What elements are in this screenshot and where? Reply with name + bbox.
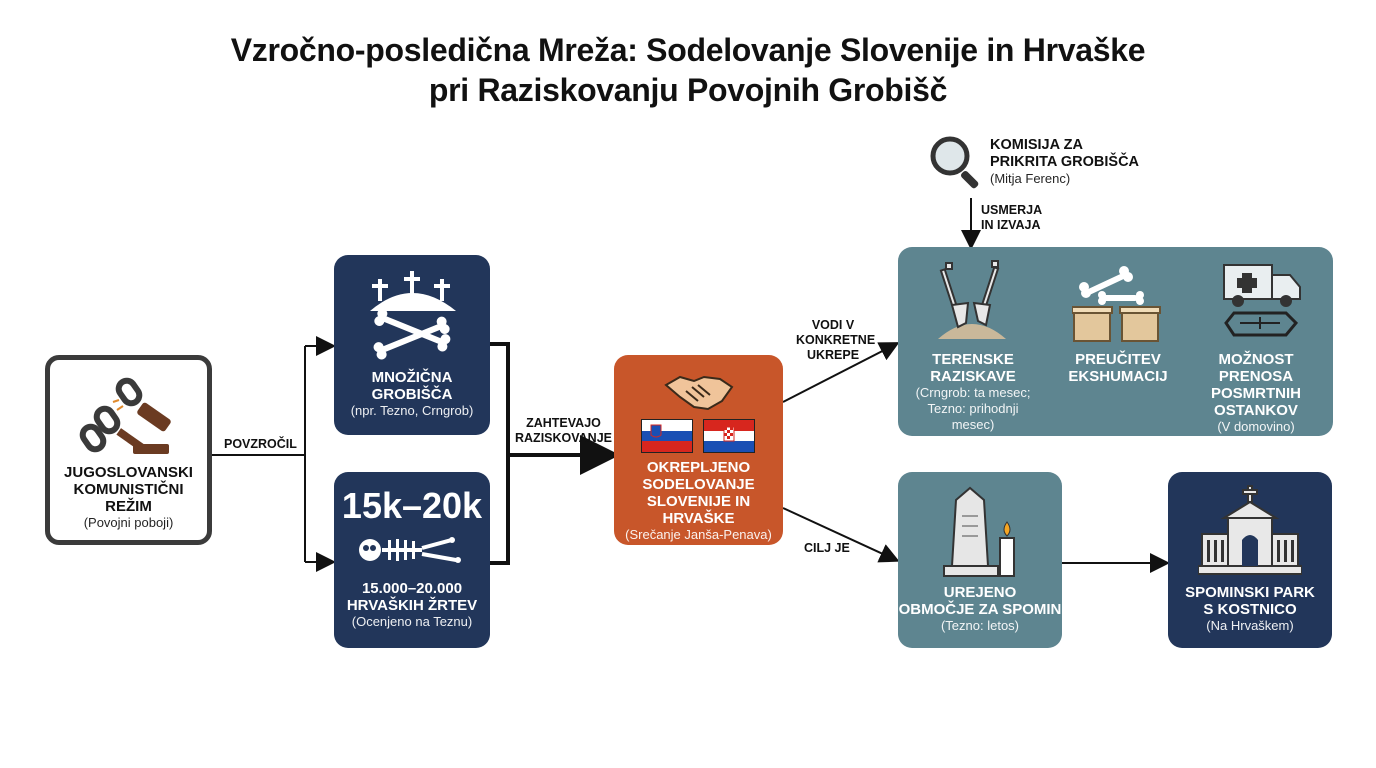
mass-graves-line-2: GROBIŠČA <box>371 386 453 403</box>
memorial-area-line-2: OBMOČJE ZA SPOMIN <box>898 601 1062 618</box>
bone-boxes-icon <box>1072 263 1162 343</box>
mass-graves-line-1: MNOŽIČNA <box>371 369 453 386</box>
croatia-flag-icon <box>703 419 755 453</box>
cooperation-line-3: SLOVENIJE IN HRVAŠKE <box>646 493 751 527</box>
node-action-group <box>898 247 1333 436</box>
exhumation-line-2: EKSHUMACIJ <box>1068 368 1168 385</box>
field-research-line-1: TERENSKE <box>932 351 1014 368</box>
victims-big-number: 15k–20k <box>341 485 483 526</box>
node-memorial-park <box>1168 472 1332 648</box>
regime-line-2: KOMUNISTIČNI <box>73 481 184 498</box>
edge-label-leads-3: UKREPE <box>806 348 860 362</box>
edge-label-require <box>515 416 612 446</box>
edge-label-leads-1: VODI V <box>811 318 855 332</box>
cooperation-sub: (Srečanje Janša-Penava) <box>625 527 772 542</box>
mass-graves-sub: (npr. Tezno, Crngrob) <box>350 403 474 418</box>
edge-label-directs <box>981 203 1042 233</box>
regime-line-3: REŽIM <box>105 498 152 515</box>
victims-line-1: 15.000–20.000 <box>361 580 463 597</box>
regime-sub: (Povojni poboji) <box>83 515 174 530</box>
field-research-sub-2: Tezno: prihodnji mesec) <box>927 401 1019 432</box>
title-line-2: pri Raziskovanju Povojnih Grobišč <box>428 72 948 108</box>
regime-line-1: JUGOSLOVANSKI <box>64 464 193 481</box>
exhumation-line-1: PREUČITEV <box>1075 351 1161 368</box>
memorial-area-line-1: UREJENO <box>943 584 1017 601</box>
magnifier-icon <box>928 134 984 190</box>
transfer-sub: (V domovino) <box>1217 419 1295 434</box>
victims-sub: (Ocenjeno na Teznu) <box>351 614 473 629</box>
edge-label-require-1: ZAHTEVAJO <box>526 416 601 430</box>
field-research-sub-1: (Crngrob: ta mesec; <box>915 385 1031 400</box>
shovels-icon <box>932 259 1012 341</box>
node-cooperation <box>614 355 783 545</box>
memorial-area-sub: (Tezno: letos) <box>940 618 1020 633</box>
skeleton-icon <box>356 532 468 568</box>
node-memorial-area <box>898 472 1062 648</box>
edge-label-goal: CILJ JE <box>804 541 850 555</box>
cooperation-line-2: SODELOVANJE <box>642 476 755 493</box>
node-commission <box>990 137 1139 187</box>
memorial-park-sub: (Na Hrvaškem) <box>1206 618 1294 633</box>
victims-line-2: HRVAŠKIH ŽRTEV <box>346 597 478 614</box>
handshake-icon <box>664 367 734 413</box>
edge-label-leads-2: KONKRETNE <box>796 333 876 347</box>
graves-crosses-bones-icon <box>362 269 462 361</box>
cooperation-line-1: OKREPLJENO <box>646 459 751 476</box>
broken-chain-gavel-icon <box>77 370 187 460</box>
monument-candle-icon <box>940 486 1020 578</box>
memorial-park-line-1: SPOMINSKI PARK <box>1185 584 1315 601</box>
memorial-park-line-2: S KOSTNICO <box>1203 601 1297 618</box>
edge-label-caused: POVZROČIL <box>224 437 297 451</box>
arrow-caused <box>212 346 332 562</box>
transfer-line-2: POSMRTNIH <box>1211 385 1301 402</box>
transfer-line-1: MOŽNOST PRENOSA <box>1218 351 1294 385</box>
ambulance-coffin-icon <box>1220 261 1306 345</box>
transfer-line-3: OSTANKOV <box>1214 402 1298 419</box>
ossuary-chapel-icon <box>1198 484 1302 576</box>
field-research-line-2: RAZISKAVE <box>930 368 1016 385</box>
edge-label-leads <box>796 318 876 363</box>
commission-line-1: KOMISIJA ZA <box>990 137 1083 153</box>
edge-label-directs-2: IN IZVAJA <box>981 218 1041 232</box>
title-line-1: Vzročno-posledična Mreža: Sodelovanje Slovenije in Hrvaške <box>230 32 1146 68</box>
edge-label-require-2: RAZISKOVANJE <box>515 431 613 445</box>
node-victims <box>334 472 490 648</box>
commission-sub: (Mitja Ferenc) <box>990 171 1071 186</box>
slovenia-flag-icon <box>641 419 693 453</box>
commission-line-2: PRIKRITA GROBIŠČA <box>990 154 1140 170</box>
edge-label-directs-1: USMERJA <box>981 203 1043 217</box>
arrow-require <box>490 344 612 563</box>
node-regime <box>45 355 212 545</box>
node-mass-graves <box>334 255 490 435</box>
